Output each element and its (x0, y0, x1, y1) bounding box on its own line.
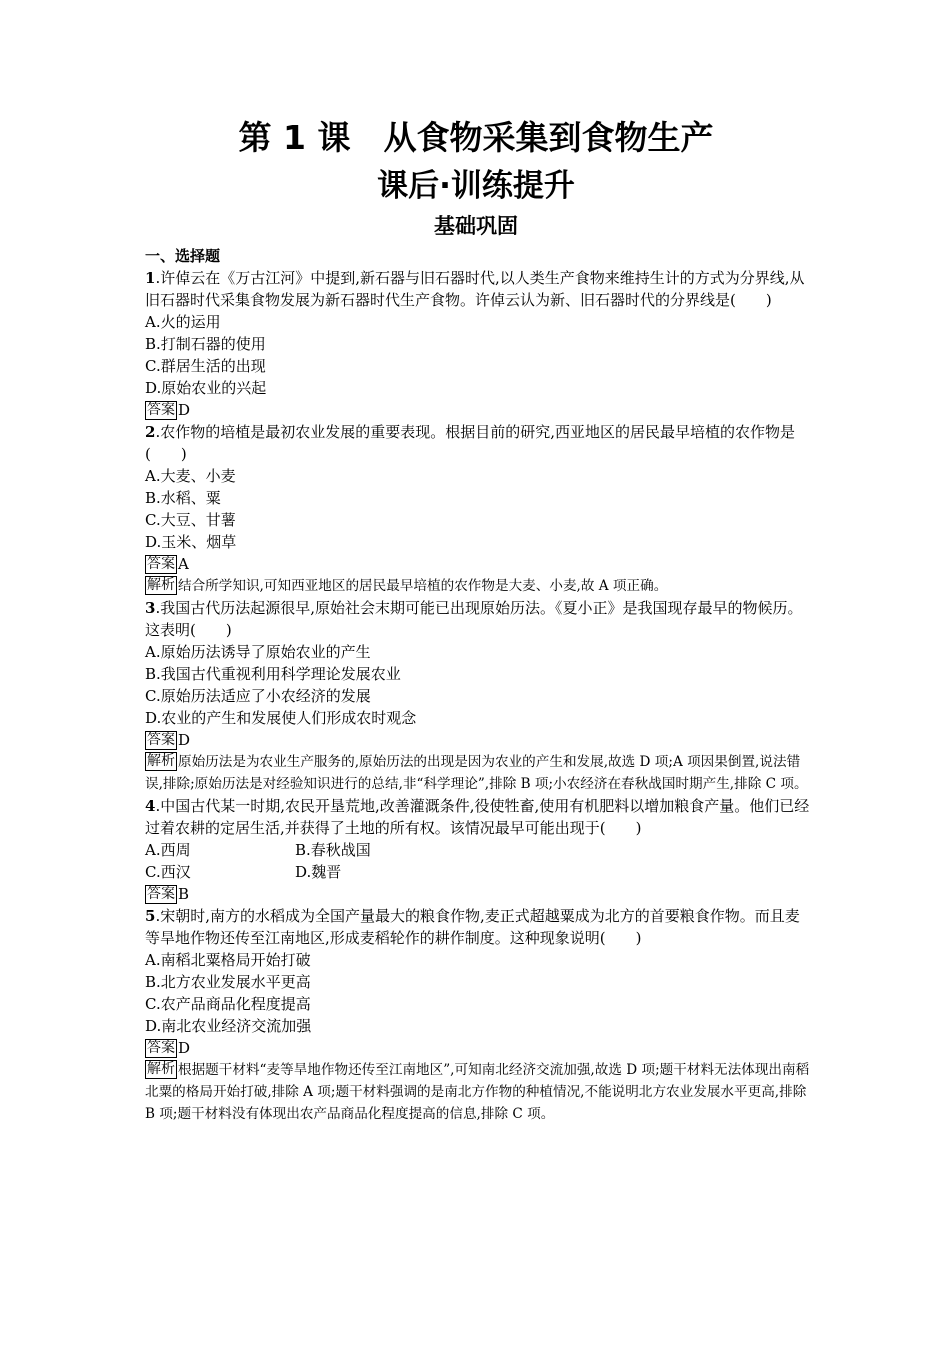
question-number: 5 (145, 907, 156, 925)
analysis-line (145, 575, 810, 597)
answer-value: A (178, 555, 189, 573)
question-3 (145, 597, 810, 795)
option-b: B.我国古代重视利用科学理论发展农业 (145, 665, 401, 683)
answer-tag: 答案 (147, 732, 175, 748)
option-b: B.春秋战国 (295, 841, 371, 859)
answer-tag: 答案 (147, 1040, 175, 1056)
question-number: 3 (145, 599, 156, 617)
analysis-text: 结合所学知识,可知西亚地区的居民最早培植的农作物是大麦、小麦,故 A 项正确。 (178, 578, 668, 594)
answer-value: B (178, 885, 190, 903)
question-number: 2 (145, 423, 156, 441)
question-5 (145, 905, 810, 1125)
question-text: .农作物的培植是最初农业发展的重要表现。根据目前的研究,西亚地区的居民最早培植的农作物是( ) (145, 423, 795, 463)
question-stem (145, 597, 810, 641)
lesson-subtitle: 课后·训练提升 (377, 168, 575, 204)
option-a: A.南稻北粟格局开始打破 (145, 951, 311, 969)
answer-line (145, 729, 810, 751)
option-d: D.魏晋 (295, 863, 342, 881)
answer-value: D (178, 401, 191, 419)
answer-tag: 答案 (147, 556, 175, 572)
option-c: C.原始历法适应了小农经济的发展 (145, 687, 371, 705)
analysis-tag: 解析 (147, 577, 175, 593)
question-text: .中国古代某一时期,农民开垦荒地,改善灌溉条件,役使牲畜,使用有机肥料以增加粮食产量。他们已经过着农耕的定居生活,并获得了土地的所有权。该情况最早可能出现于( ) (145, 797, 810, 837)
answer-line (145, 1037, 810, 1059)
option-a: A.原始历法诱导了原始农业的产生 (145, 643, 371, 661)
options-row (145, 861, 810, 883)
option-d: D.原始农业的兴起 (145, 379, 267, 397)
answer-line (145, 399, 810, 421)
question-list (145, 245, 810, 1125)
option-c: C.群居生活的出现 (145, 357, 266, 375)
options-row (145, 839, 810, 861)
question-4 (145, 795, 810, 905)
question-text: .宋朝时,南方的水稻成为全国产量最大的粮食作物,麦正式超越粟成为北方的首要粮食作物。而且麦等旱地作物还传至江南地区,形成麦稻轮作的耕作制度。这种现象说明( ) (145, 907, 800, 947)
section-title: 基础巩固 (434, 214, 518, 238)
question-text: .我国古代历法起源很早,原始社会末期可能已出现原始历法。《夏小正》是我国现存最早的物候历。这表明( ) (145, 599, 803, 639)
question-text: .许倬云在《万古江河》中提到,新石器与旧石器时代,以人类生产食物来维持生计的方式为分界线,从旧石器时代采集食物发展为新石器时代生产食物。许倬云认为新、旧石器时代的分界线是( ) (145, 269, 805, 309)
analysis-text: 原始历法是为农业生产服务的,原始历法的出现是因为农业的产生和发展,故选 D 项;A 项因果倒置,说法错误,排除;原始历法是对经验知识进行的总结,非“科学理论”,排除 B 项;小农经济在春秋战国时期产生,排除 C 项。 (145, 754, 808, 792)
analysis-tag: 解析 (147, 1061, 175, 1077)
option-b: B.打制石器的使用 (145, 335, 266, 353)
option-d: D.南北农业经济交流加强 (145, 1017, 312, 1035)
question-stem (145, 905, 810, 949)
lesson-title: 第 1 课 从食物采集到食物生产 (238, 118, 714, 157)
question-number: 4 (145, 797, 156, 815)
question-number: 1 (145, 269, 156, 287)
analysis-line (145, 1059, 810, 1125)
option-c: C.大豆、甘薯 (145, 511, 236, 529)
analysis-line (145, 751, 810, 795)
question-stem (145, 421, 810, 465)
option-a: A.西周 (145, 841, 191, 859)
answer-value: D (178, 1039, 191, 1057)
question-stem (145, 267, 810, 311)
answer-tag: 答案 (147, 402, 175, 418)
analysis-text: 根据题干材料“麦等旱地作物还传至江南地区”,可知南北经济交流加强,故选 D 项;题干材料无法体现出南稻北粟的格局开始打破,排除 A 项;题干材料强调的是南北方作物的种植情况,不能说明北方农业发展水平更高,排除 B 项;题干材料没有体现出农产品商品化程度提高的信息,排除 C 项。 (145, 1062, 810, 1122)
answer-line (145, 883, 810, 905)
question-1 (145, 267, 810, 421)
option-c: C.农产品商品化程度提高 (145, 995, 311, 1013)
option-d: D.玉米、烟草 (145, 533, 237, 551)
option-b: B.北方农业发展水平更高 (145, 973, 311, 991)
analysis-tag: 解析 (147, 753, 175, 769)
question-2 (145, 421, 810, 597)
answer-line (145, 553, 810, 575)
option-a: A.大麦、小麦 (145, 467, 236, 485)
option-c: C.西汉 (145, 863, 191, 881)
option-d: D.农业的产生和发展使人们形成农时观念 (145, 709, 417, 727)
option-b: B.水稻、粟 (145, 489, 221, 507)
option-a: A.火的运用 (145, 313, 221, 331)
question-stem (145, 795, 810, 839)
section-heading: 一、选择题 (145, 247, 221, 265)
answer-value: D (178, 731, 191, 749)
answer-tag: 答案 (147, 886, 175, 902)
